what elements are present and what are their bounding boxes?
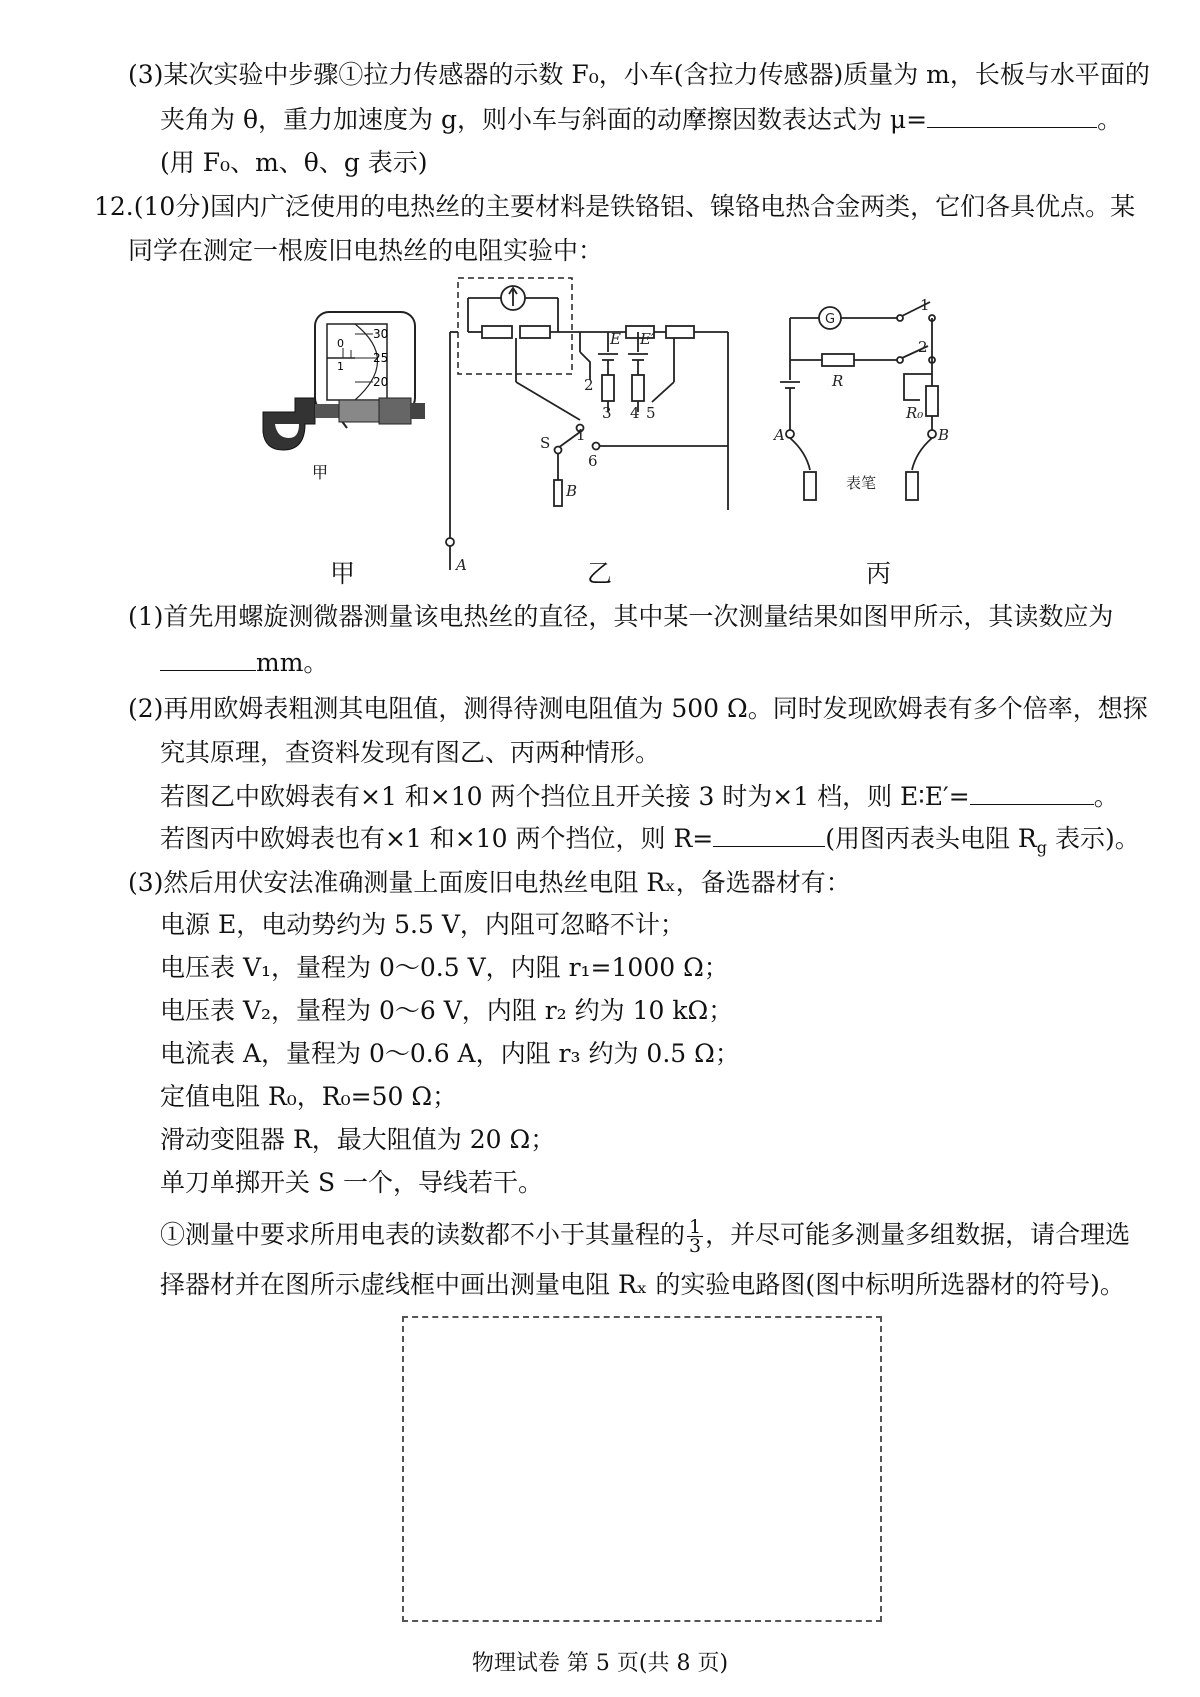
- q12-part2-line2: 究其原理，查资料发现有图乙、丙两种情形。: [160, 738, 661, 767]
- equipment-item: 电流表 A，量程为 0～0.6 A，内阻 r₃ 约为 0.5 Ω；: [160, 1039, 740, 1068]
- bing-label-R0: R₀: [906, 404, 924, 422]
- yi-label-E: E: [610, 330, 621, 348]
- ohmmeter-circuit-yi: [430, 270, 750, 574]
- yi-label-1: 1: [576, 426, 586, 444]
- answer-blank-diameter[interactable]: [160, 646, 256, 671]
- bing-label-A: A: [774, 426, 785, 444]
- bing-label-1: 1: [920, 296, 930, 314]
- q11-part3-line2-text: 夹角为 θ，重力加速度为 g，则小车与斜面的动摩擦因数表达式为 μ=: [160, 105, 928, 134]
- circuit-drawing-box[interactable]: [402, 1316, 882, 1622]
- equipment-item: 滑动变阻器 R，最大阻值为 20 Ω；: [160, 1125, 556, 1154]
- equipment-item: 电源 E，电动势约为 5.5 V，内阻可忽略不计；: [160, 910, 685, 939]
- q12-part2-line4-sub: g: [1036, 838, 1048, 857]
- q12-part2-line1: (2)再用欧姆表粗测其电阻值，测得待测电阻值为 500 Ω。同时发现欧姆表有多个倍率，想探: [128, 694, 1148, 723]
- q12-part1-unit: mm。: [256, 648, 329, 677]
- answer-blank-resistance-R[interactable]: [713, 822, 825, 847]
- q11-part3-line3: (用 F₀、m、θ、g 表示): [160, 148, 428, 177]
- figure-caption-bing: 丙: [866, 559, 892, 588]
- fraction-numerator: 1: [689, 1216, 702, 1238]
- q11-part3-line1: (3)某次实验中步骤①拉力传感器的示数 F₀，小车(含拉力传感器)质量为 m，长板与水平面的: [128, 60, 1150, 89]
- yi-label-E-prime: E′: [640, 330, 655, 348]
- q12-intro-line2: 同学在测定一根废旧电热丝的电阻实验中：: [128, 236, 604, 265]
- yi-label-5: 5: [646, 404, 656, 422]
- yi-label-B: B: [566, 482, 578, 500]
- micrometer-main-1: 1: [337, 360, 344, 373]
- q12-sub1-line1-post: ，并尽可能多测量多组数据，请合理选: [705, 1220, 1131, 1249]
- bing-label-B: B: [938, 426, 950, 444]
- yi-label-4: 4: [630, 404, 640, 422]
- q12-sub1-line1: [160, 1218, 1130, 1255]
- yi-label-3: 3: [602, 404, 612, 422]
- yi-label-6: 6: [588, 452, 598, 470]
- bing-label-R: R: [832, 372, 844, 390]
- bing-label-pen: 表笔: [846, 474, 877, 492]
- figure-caption-jia: 甲: [330, 559, 356, 588]
- q12-intro-line1: 12.(10分)国内广泛使用的电热丝的主要材料是铁铬铝、镍铬电热合金两类，它们各具优点。某: [94, 192, 1136, 221]
- fraction-one-third: [687, 1218, 703, 1255]
- answer-blank-mu[interactable]: [927, 103, 1097, 128]
- q12-part2-line4: [160, 822, 1140, 865]
- micrometer-figure: [255, 300, 435, 520]
- micrometer-main-0: 0: [337, 337, 344, 350]
- micrometer-scale-20: 20: [373, 375, 389, 389]
- micrometer-scale-30: 30: [373, 327, 389, 341]
- q12-part2-line3-text: 若图乙中欧姆表有×1 和×10 两个挡位且开关接 3 时为×1 档，则 E∶E′=: [160, 782, 970, 811]
- q11-part3-line2: [160, 103, 1122, 137]
- yi-label-2: 2: [584, 376, 594, 394]
- fraction-denominator: 3: [689, 1235, 702, 1257]
- equipment-item: 电压表 V₂，量程为 0～6 V，内阻 r₂ 约为 10 kΩ；: [160, 996, 734, 1025]
- q12-part2-line3: [160, 780, 1119, 814]
- q12-part3-line1: (3)然后用伏安法准确测量上面废旧电热丝电阻 Rₓ，备选器材有：: [128, 868, 851, 897]
- q12-part1-line2: [160, 646, 328, 680]
- yi-label-S: S: [540, 434, 551, 452]
- page-footer: 物理试卷 第 5 页(共 8 页): [471, 1651, 729, 1676]
- q12-part1-line1: (1)首先用螺旋测微器测量该电热丝的直径，其中某一次测量结果如图甲所示，其读数应为: [128, 602, 1114, 631]
- figure-caption-yi: 乙: [587, 559, 613, 588]
- micrometer-inner-label: 甲: [312, 463, 329, 482]
- q12-part2-line4-text: 若图丙中欧姆表也有×1 和×10 两个挡位，则 R=: [160, 824, 714, 853]
- ohmmeter-circuit-bing: [770, 290, 990, 520]
- yi-label-A: A: [456, 556, 467, 574]
- q12-part2-line4-end: (用图丙表头电阻 R: [825, 824, 1037, 853]
- q12-part2-line4-tail: 表示)。: [1047, 824, 1140, 853]
- q12-sub1-line1-pre: ①测量中要求所用电表的读数都不小于其量程的: [160, 1220, 686, 1249]
- q12-sub1-line2: 择器材并在图所示虚线框中画出测量电阻 Rₓ 的实验电路图(图中标明所选器材的符号)。: [160, 1270, 1125, 1299]
- micrometer-scale-25: 25: [373, 351, 389, 365]
- equipment-item: 单刀单掷开关 S 一个，导线若干。: [160, 1168, 544, 1197]
- q12-part2-line3-end: 。: [1093, 782, 1119, 811]
- equipment-item: 定值电阻 R₀，R₀=50 Ω；: [160, 1082, 458, 1111]
- equipment-item: 电压表 V₁，量程为 0～0.5 V，内阻 r₁=1000 Ω；: [160, 953, 729, 982]
- bing-label-2: 2: [918, 338, 928, 356]
- bing-galvanometer-label: G: [825, 312, 836, 327]
- q11-part3-line2-end: 。: [1097, 105, 1123, 134]
- answer-blank-emf-ratio[interactable]: [970, 780, 1094, 805]
